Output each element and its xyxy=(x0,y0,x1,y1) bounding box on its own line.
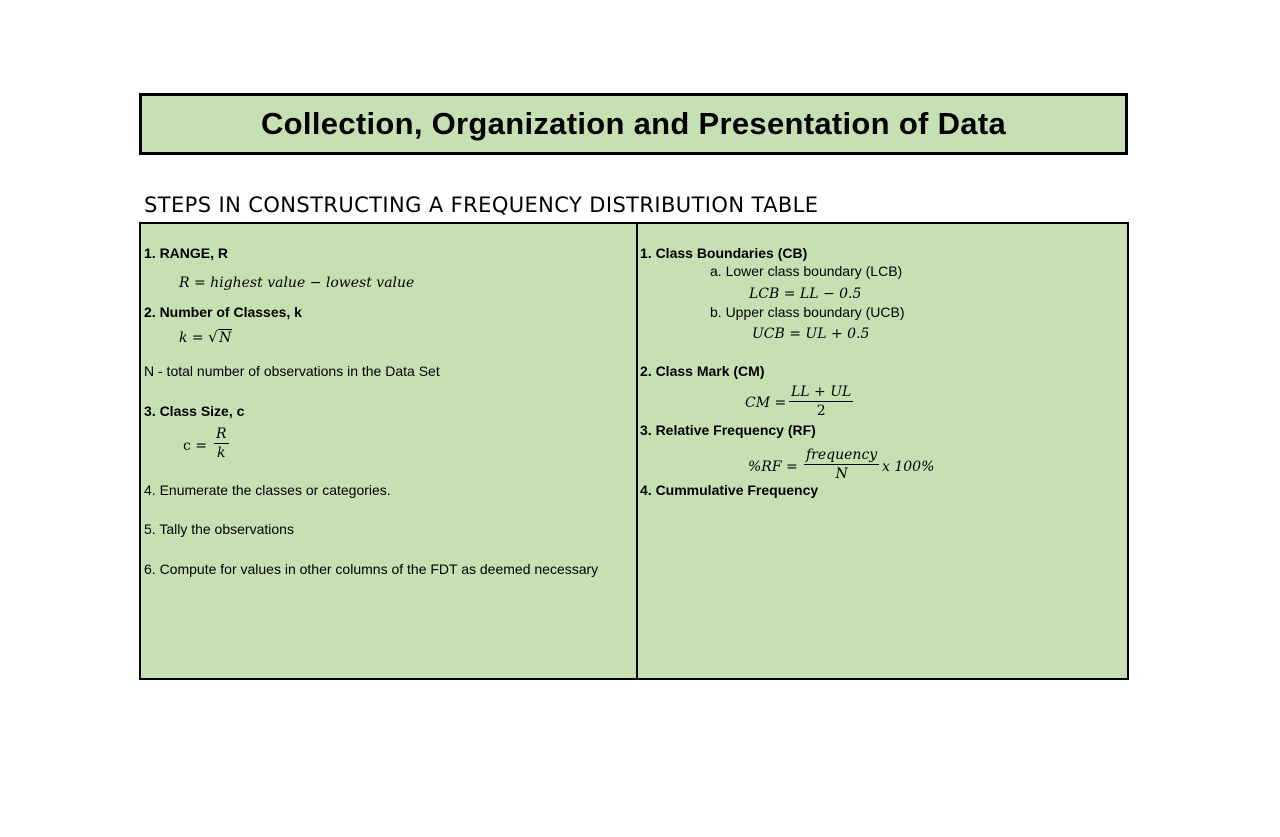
title-banner xyxy=(139,93,1128,155)
rf-denominator: N xyxy=(835,466,848,482)
page-title: Collection, Organization and Presentation of Data xyxy=(260,106,1006,141)
c-numerator: R xyxy=(216,426,227,442)
n-note: N - total number of observations in the Data Set xyxy=(144,363,440,379)
c-lhs: c = xyxy=(183,438,208,454)
rf-tail: x 100% xyxy=(882,459,935,475)
step-5: 5. Tally the observations xyxy=(144,521,294,537)
ucb-formula: UCB = UL + 0.5 xyxy=(752,326,870,342)
k-formula xyxy=(179,330,232,346)
rf-fraction xyxy=(804,446,879,483)
range-formula: R = highest value − lowest value xyxy=(179,275,415,291)
class-mark-heading: 2. Class Mark (CM) xyxy=(640,363,765,379)
cm-fraction xyxy=(789,383,853,420)
range-heading: 1. RANGE, R xyxy=(144,245,229,261)
step-4: 4. Enumerate the classes or categories. xyxy=(144,482,391,498)
cm-lhs: CM = xyxy=(745,395,787,411)
c-denominator: k xyxy=(217,445,226,461)
step-6: 6. Compute for values in other columns of the FDT as deemed necessary xyxy=(144,561,599,577)
cumulative-heading: 4. Cummulative Frequency xyxy=(640,482,819,498)
cm-numerator: LL + UL xyxy=(791,384,852,400)
boundaries-heading: 1. Class Boundaries (CB) xyxy=(640,245,808,261)
k-lhs: k = xyxy=(179,330,204,346)
cm-denominator: 2 xyxy=(816,403,826,419)
c-fraction xyxy=(214,425,229,462)
lcb-formula: LCB = LL − 0.5 xyxy=(749,286,862,302)
rf-heading: 3. Relative Frequency (RF) xyxy=(640,422,816,438)
sqrt-symbol: √ N xyxy=(208,328,232,346)
section-heading: STEPS IN CONSTRUCTING A FREQUENCY DISTRIBUTION TABLE xyxy=(144,193,819,217)
ucb-label: b. Upper class boundary (UCB) xyxy=(710,304,905,320)
column-divider xyxy=(636,224,638,678)
lcb-label: a. Lower class boundary (LCB) xyxy=(710,263,903,279)
class-size-heading: 3. Class Size, c xyxy=(144,403,245,419)
classes-heading: 2. Number of Classes, k xyxy=(144,304,302,320)
steps-table xyxy=(139,222,1129,680)
rf-lhs: %RF = xyxy=(748,459,798,475)
rf-numerator: frequency xyxy=(806,447,878,463)
k-radicand: N xyxy=(219,330,232,346)
